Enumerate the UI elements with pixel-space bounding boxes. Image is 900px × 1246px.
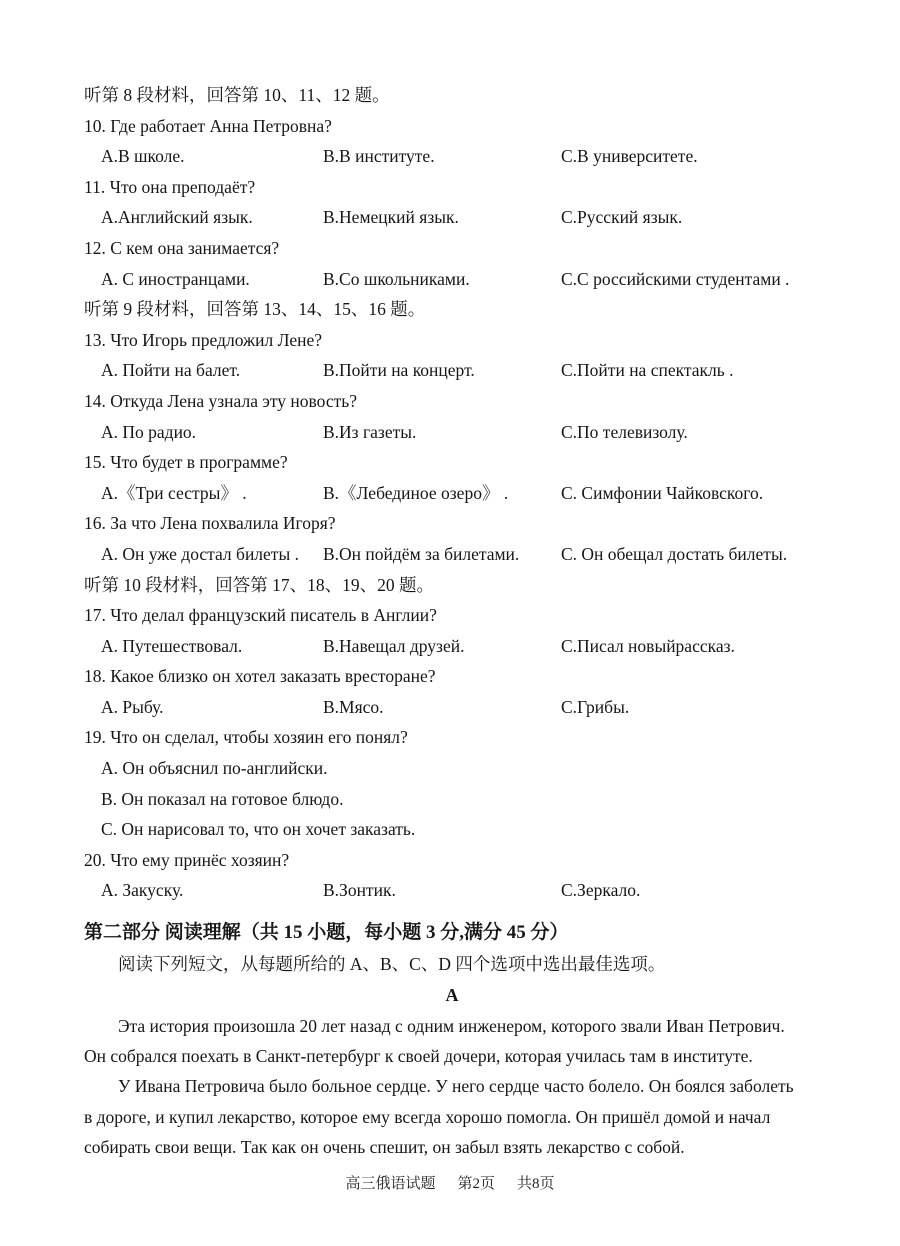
option-b: В.Пойти на концерт. xyxy=(323,360,475,381)
listening-section xyxy=(84,80,820,906)
option-c: С.Писал новыйрассказ. xyxy=(561,635,735,656)
options-row xyxy=(84,478,820,509)
option-c: С.Пойти на спектакль . xyxy=(561,360,734,381)
options-row xyxy=(84,875,820,906)
page-footer xyxy=(0,1172,900,1196)
question-text: 18. Какое близко он хотел заказать вресторане? xyxy=(84,666,436,687)
option-a: А. Путешествовал. xyxy=(101,635,243,656)
options-row xyxy=(84,264,820,295)
option-c: С. Симфонии Чайковского. xyxy=(561,482,764,503)
section-instruction: 听第 10 段材料，回答第 17、18、19、20 题。 xyxy=(84,574,434,595)
options-row xyxy=(84,631,820,662)
question-text: 15. Что будет в программе? xyxy=(84,452,288,473)
question-text: 14. Откуда Лена узнала эту новость? xyxy=(84,390,357,411)
footer-total-pages: 共8页 xyxy=(517,1176,555,1192)
question-text: 11. Что она преподаёт? xyxy=(84,176,256,197)
option-c: С.Грибы. xyxy=(561,696,630,717)
option-c: С. Он нарисовал то, что он хочет заказать. xyxy=(101,819,416,840)
question-text: 13. Что Игорь предложил Лене? xyxy=(84,329,322,350)
passage-line: в дороге, и купил лекарство, которое ему всегда хорошо помогла. Он пришёл домой и начал xyxy=(84,1106,771,1127)
question-text: 20. Что ему принёс хозяин? xyxy=(84,849,290,870)
option-b: В.Он пойдём за билетами. xyxy=(323,543,520,564)
question-text: 10. Где работает Анна Петровна? xyxy=(84,115,332,136)
option-a: А.В школе. xyxy=(101,146,185,167)
options-row xyxy=(84,202,820,233)
option-a: А. Он объяснил по-английски. xyxy=(101,758,328,779)
option-a: А. Пойти на балет. xyxy=(101,360,241,381)
question-text: 12. С кем она занимается? xyxy=(84,237,280,258)
option-c: С.С российскими студентами . xyxy=(561,268,790,289)
option-b: В.Немецкий язык. xyxy=(323,207,459,228)
option-c: С.По телевизолу. xyxy=(561,421,688,442)
option-b: В.Мясо. xyxy=(323,696,384,717)
option-a: А. Закуску. xyxy=(101,880,184,901)
option-c: С. Он обещал достать билеты. xyxy=(561,543,788,564)
options-row xyxy=(84,417,820,448)
passage-label: А xyxy=(445,984,459,1005)
footer-doc-title: 高三俄语试题 xyxy=(345,1176,436,1192)
section-instruction: 听第 9 段材料，回答第 13、14、15、16 题。 xyxy=(84,299,426,320)
option-a: А. Рыбу. xyxy=(101,696,164,717)
option-b: В.Из газеты. xyxy=(323,421,417,442)
reading-passage xyxy=(84,1011,820,1163)
question-text: 19. Что он сделал, чтобы хозяин его понял? xyxy=(84,727,408,748)
option-a: А.《Три сестры》 . xyxy=(101,482,247,503)
option-c: С.Русский язык. xyxy=(561,207,683,228)
options-row xyxy=(84,141,820,172)
option-c: С.Зеркало. xyxy=(561,880,641,901)
option-c: С.В университете. xyxy=(561,146,698,167)
option-b: В.Со школьниками. xyxy=(323,268,470,289)
passage-line: Он собрался поехать в Санкт-петербург к своей дочери, которая училась там в институте. xyxy=(84,1046,753,1067)
option-b: В.В институте. xyxy=(323,146,435,167)
option-b: В.Зонтик. xyxy=(323,880,396,901)
part2-intro: 阅读下列短文，从每题所给的 А、В、С、D 四个选项中选出最佳选项。 xyxy=(118,953,666,974)
option-a: А. По радио. xyxy=(101,421,197,442)
option-a: А.Английский язык. xyxy=(101,207,253,228)
part2-heading: 第二部分 阅读理解（共 15 小题，每小题 3 分,满分 45 分） xyxy=(84,922,569,944)
option-b: В.Навещал друзей. xyxy=(323,635,465,656)
options-row xyxy=(84,355,820,386)
option-b: В.《Лебединое озеро》 . xyxy=(323,482,509,503)
page-content xyxy=(84,80,820,1163)
passage-line: Эта история произошла 20 лет назад с одним инженером, которого звали Иван Петрович. xyxy=(118,1015,785,1036)
passage-line: собирать свои вещи. Так как он очень спешит, он забыл взять лекарство с собой. xyxy=(84,1137,685,1158)
option-b: В. Он показал на готовое блюдо. xyxy=(101,788,344,809)
options-row xyxy=(84,539,820,570)
option-a: А. Он уже достал билеты . xyxy=(101,543,299,564)
section-instruction: 听第 8 段材料，回答第 10、11、12 题。 xyxy=(84,85,390,105)
option-a: А. С иностранцами. xyxy=(101,268,250,289)
question-text: 16. За что Лена похвалила Игоря? xyxy=(84,513,336,534)
options-row xyxy=(84,692,820,723)
question-text: 17. Что делал французский писатель в Англии? xyxy=(84,605,437,626)
footer-page-number: 第2页 xyxy=(457,1176,495,1192)
passage-line: У Ивана Петровича было больное сердце. У него сердце часто болело. Он боялся заболеть xyxy=(118,1076,794,1097)
